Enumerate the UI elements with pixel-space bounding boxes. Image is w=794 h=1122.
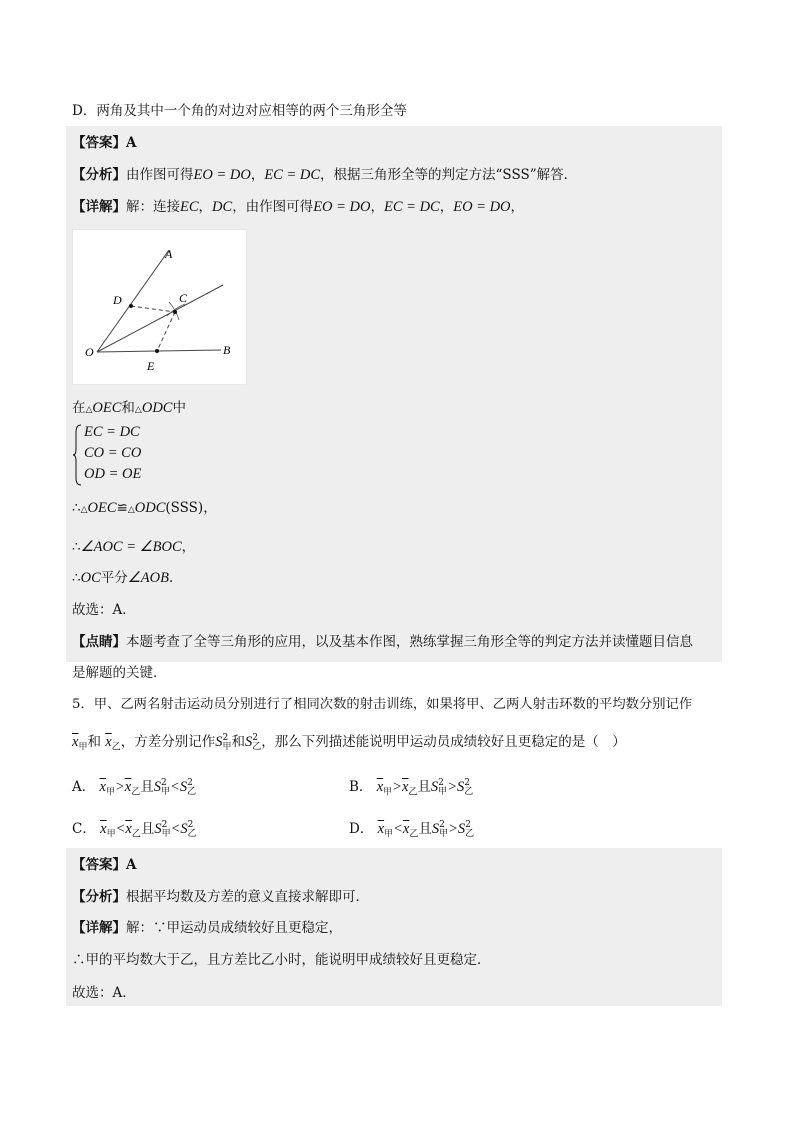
q5-choose: 故选：A． [72, 985, 136, 1001]
seg-dc: DC [212, 199, 233, 215]
triangle-odc: ODC [141, 400, 173, 416]
analysis-tag: 【分析】 [72, 167, 126, 183]
analysis-text: 根据平均数及方差的意义直接求解即可． [126, 889, 369, 905]
seg-ec: EC [180, 199, 199, 215]
q4-detail: 【详解】解：连接EC，DC，由作图可得EO = DO，EC = DC，EO = DO， [72, 199, 525, 215]
q4-in-triangles [72, 398, 186, 420]
segment-ec [157, 312, 175, 351]
triangle-symbol: △ [80, 505, 88, 515]
label-a: A [165, 247, 173, 261]
answer-tag: 【答案】 [72, 857, 126, 873]
segment-dc [131, 306, 175, 312]
system-eq-3: OD = OE [84, 466, 142, 482]
comment-text: 本题考查了全等三角形的应用，以及基本作图，熟练掌握三角形全等的判定方法并读懂题目信息 [126, 634, 693, 650]
analysis-post: ，根据三角形全等的判定方法“SSS”解答． [320, 167, 578, 183]
detail-text: 解：∵甲运动员成绩较好且更稳定， [126, 920, 342, 936]
q5-option-c: C． $\overline{x}_甲<\overline{x}_乙$且S 2 甲 <S 2 乙 [72, 819, 197, 840]
in-post: 中 [172, 400, 186, 416]
in-pre: 在 [72, 400, 86, 416]
label-d: D [113, 293, 122, 307]
point-c [173, 310, 177, 314]
point-e [155, 349, 159, 353]
geometry-figure [72, 229, 247, 385]
q4-therefore-3: ∴OC平分∠AOB． [72, 570, 183, 586]
triangle-symbol: △ [127, 505, 135, 515]
q5-option-d: D． $\overline{x}_甲<\overline{x}_乙$且S 2 甲 >S 2 乙 [349, 819, 475, 840]
q4-comment-2: 是解题的关键． [72, 665, 167, 681]
q5-therefore: ∴甲的平均数大于乙，且方差比乙小时，能说明甲成绩较好且更稳定． [72, 952, 491, 968]
s-yi: S [244, 734, 253, 750]
sub-yi: 乙 [111, 742, 121, 753]
and-text: 和 [87, 734, 101, 750]
answer-value: A [126, 135, 137, 151]
variance-text: ，方差分别记作 [120, 734, 216, 750]
eq-eo-do: EO = DO [193, 167, 251, 183]
eq-2: EC = DC [384, 199, 440, 215]
q5-option-b: B． $\overline{x}_甲>\overline{x}_乙$且S 2 甲 >S 2 乙 [349, 777, 474, 798]
triangle-odc: ODC [134, 500, 166, 516]
triangle-symbol: △ [134, 405, 142, 415]
point-d [129, 304, 133, 308]
comment-tag: 【点睛】 [72, 634, 126, 650]
sss-label: (SSS) [165, 500, 204, 516]
triangle-oec: OEC [92, 400, 122, 416]
q4-therefore-2: ∴∠AOC = ∠BOC， [72, 539, 196, 555]
eq-1: EO = DO [313, 199, 371, 215]
q5-stem-2 [72, 732, 626, 752]
angle-aob: ∠AOB [127, 570, 169, 586]
supsub-yi: 2 乙 [252, 732, 262, 752]
and-text: 和 [231, 734, 245, 750]
q5-option-a: A． $\overline{x}_甲>\overline{x}_乙$且S 2 甲 <S 2 乙 [72, 777, 197, 798]
system-eq-1: EC = DC [84, 424, 140, 440]
q5-analysis [72, 887, 369, 907]
q4-therefore-1: ∴△OEC≌△ODC(SSS)， [72, 500, 217, 516]
detail-mid: ，由作图可得 [232, 199, 314, 215]
stem-post: ，那么下列描述能说明甲运动员成绩较好且更稳定的是（ ） [261, 734, 626, 750]
label-e: E [147, 359, 155, 373]
s-jia: S [215, 734, 223, 750]
left-brace [72, 424, 82, 486]
label-c: C [179, 291, 188, 305]
eq-3: EO = DO [453, 199, 511, 215]
seg-oc: OC [80, 570, 101, 586]
triangle-symbol: △ [85, 405, 93, 415]
detail-pre: 解：连接 [126, 199, 180, 215]
q5-answer [72, 855, 136, 875]
q5-detail [72, 918, 342, 938]
q4-choose: 故选：A． [72, 602, 136, 618]
ray-oa [97, 250, 169, 352]
x-bar-jia: $\overline{x}$ [72, 734, 79, 750]
detail-tag: 【详解】 [72, 920, 126, 936]
supsub-jia: 2 甲 [222, 732, 232, 752]
detail-tag: 【详解】 [72, 199, 126, 215]
q4-comment-1 [72, 632, 693, 652]
sub-jia: 甲 [78, 742, 88, 753]
answer-value: A [126, 857, 137, 873]
angle-bisector-diagram [73, 230, 246, 384]
answer-tag: 【答案】 [72, 135, 126, 151]
system-eq-2: CO = CO [84, 445, 142, 461]
q4-analysis: 【分析】由作图可得EO = DO，EC = DC，根据三角形全等的判定方法“SSS”解答． [72, 167, 578, 183]
q4-answer [72, 133, 136, 153]
in-and: 和 [121, 400, 135, 416]
q5-stem-1: 5．甲、乙两名射击运动员分别进行了相同次数的射击训练，如果将甲、乙两人射击环数的平均数分别记作 [72, 697, 693, 712]
analysis-tag: 【分析】 [72, 889, 126, 905]
x-bar-yi: $\overline{x}$ [105, 734, 112, 750]
bisects-text: 平分 [100, 570, 128, 586]
label-b: B [223, 343, 231, 357]
congruent-symbol: ≌ [116, 500, 128, 516]
angle-equation: ∠AOC = ∠BOC [80, 539, 182, 555]
analysis-pre: 由作图可得 [126, 167, 194, 183]
eq-ec-dc: EC = DC [264, 167, 321, 183]
q4-option-d: D．两角及其中一个角的对边对应相等的两个三角形全等 [72, 103, 407, 119]
label-o: O [85, 345, 94, 359]
triangle-oec: OEC [87, 500, 117, 516]
